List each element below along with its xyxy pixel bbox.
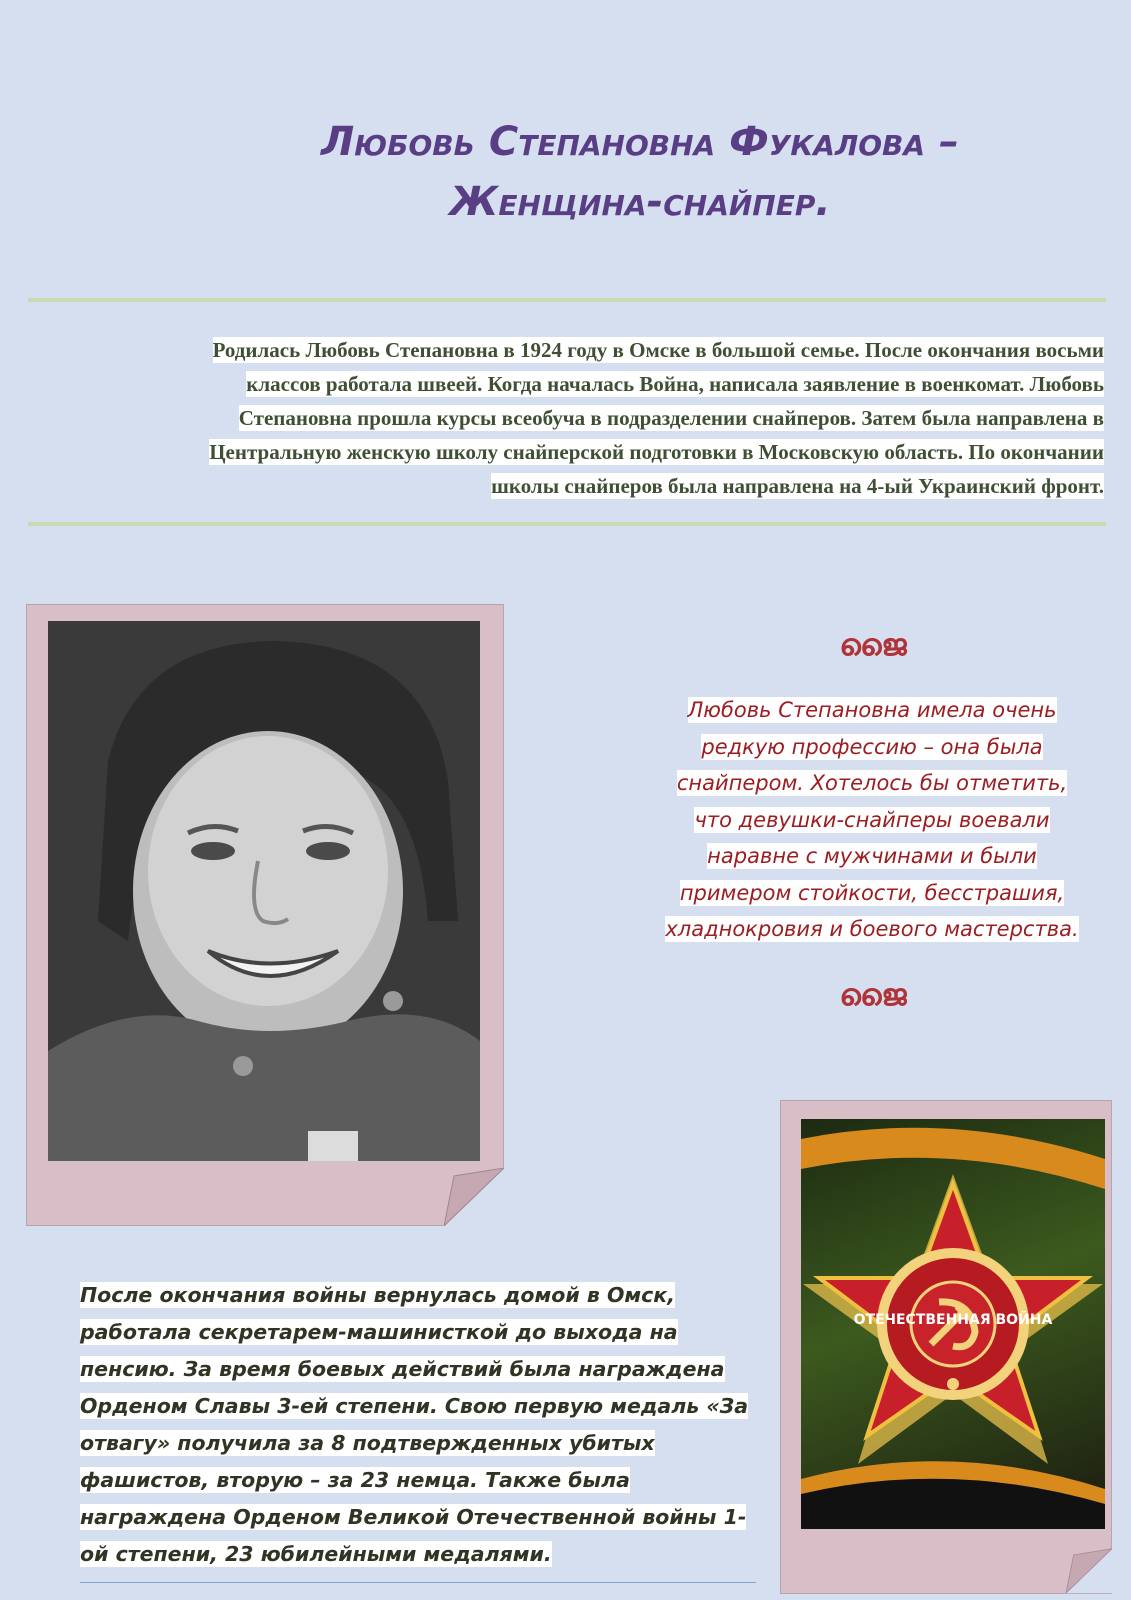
intro-line: Родилась Любовь Степановна в 1924 году в Омске в большой семье. После окончания восьми — [212, 338, 1104, 362]
top-divider — [28, 298, 1106, 302]
after-line: отвагу» получила за 8 подтвержденных убитых — [80, 1431, 655, 1455]
quote-line: примером стойкости, бесстрашия, — [679, 880, 1065, 905]
order-patriotic-war-image — [801, 1119, 1105, 1529]
portrait-frame — [26, 604, 504, 1226]
after-underline — [80, 1582, 756, 1583]
quote-line: что девушки-снайперы воевали — [694, 807, 1050, 832]
after-line: пенсию. За время боевых действий была награждена — [80, 1357, 725, 1381]
medal-frame — [780, 1100, 1112, 1594]
title-line-1: Любовь Степановна Фукалова – — [321, 119, 959, 165]
intro-line: Центральную женскую школу снайперской подготовки в Московскую область. По окончании — [209, 440, 1104, 464]
after-line: После окончания войны вернулась домой в Омск, — [80, 1283, 675, 1307]
portrait-photo — [48, 621, 480, 1161]
after-line: работала секретарем-машинисткой до выхода на — [80, 1320, 678, 1344]
quote-line: хладнокровия и боевого мастерства. — [665, 917, 1079, 941]
intro-line: классов работала швеей. Когда началась Война, написала заявление в военкомат. Любовь — [246, 372, 1104, 396]
after-line: ой степени, 23 юбилейными медалями. — [80, 1542, 552, 1566]
page-curl-icon — [444, 1168, 504, 1226]
medal-ring-text: ОТЕЧЕСТВЕННАЯ ВОЙНА — [853, 1312, 1053, 1328]
intro-line: школы снайперов была направлена на 4-ый Украинский фронт. — [491, 474, 1104, 498]
page-curl-icon — [1066, 1548, 1112, 1594]
after-line: фашистов, вторую – за 23 немца. Также была — [80, 1468, 630, 1492]
intro-line: Степановна прошла курсы всеобуча в подразделении снайперов. Затем была направлена в — [238, 406, 1104, 430]
ornament-top-icon: ജൈ — [839, 628, 905, 663]
intro-paragraph — [58, 333, 1104, 503]
quote-line: Любовь Степановна имела очень — [687, 698, 1057, 722]
after-line: награждена Орденом Великой Отечественной войны 1- — [80, 1505, 747, 1529]
title-line-2: Женщина-снайпер. — [449, 179, 831, 225]
page-title — [200, 112, 1080, 232]
quote-line: редкую профессию – она была — [701, 734, 1043, 759]
after-war-paragraph — [80, 1277, 760, 1573]
quote-line: наравне с мужчинами и были — [707, 844, 1037, 868]
ornament-bottom-icon: ജൈ — [839, 978, 905, 1013]
sniper-quote — [636, 692, 1108, 948]
bottom-divider — [28, 522, 1106, 526]
quote-line: снайпером. Хотелось бы отметить, — [676, 771, 1068, 795]
after-line: Орденом Славы 3-ей степени. Свою первую медаль «За — [80, 1394, 749, 1418]
